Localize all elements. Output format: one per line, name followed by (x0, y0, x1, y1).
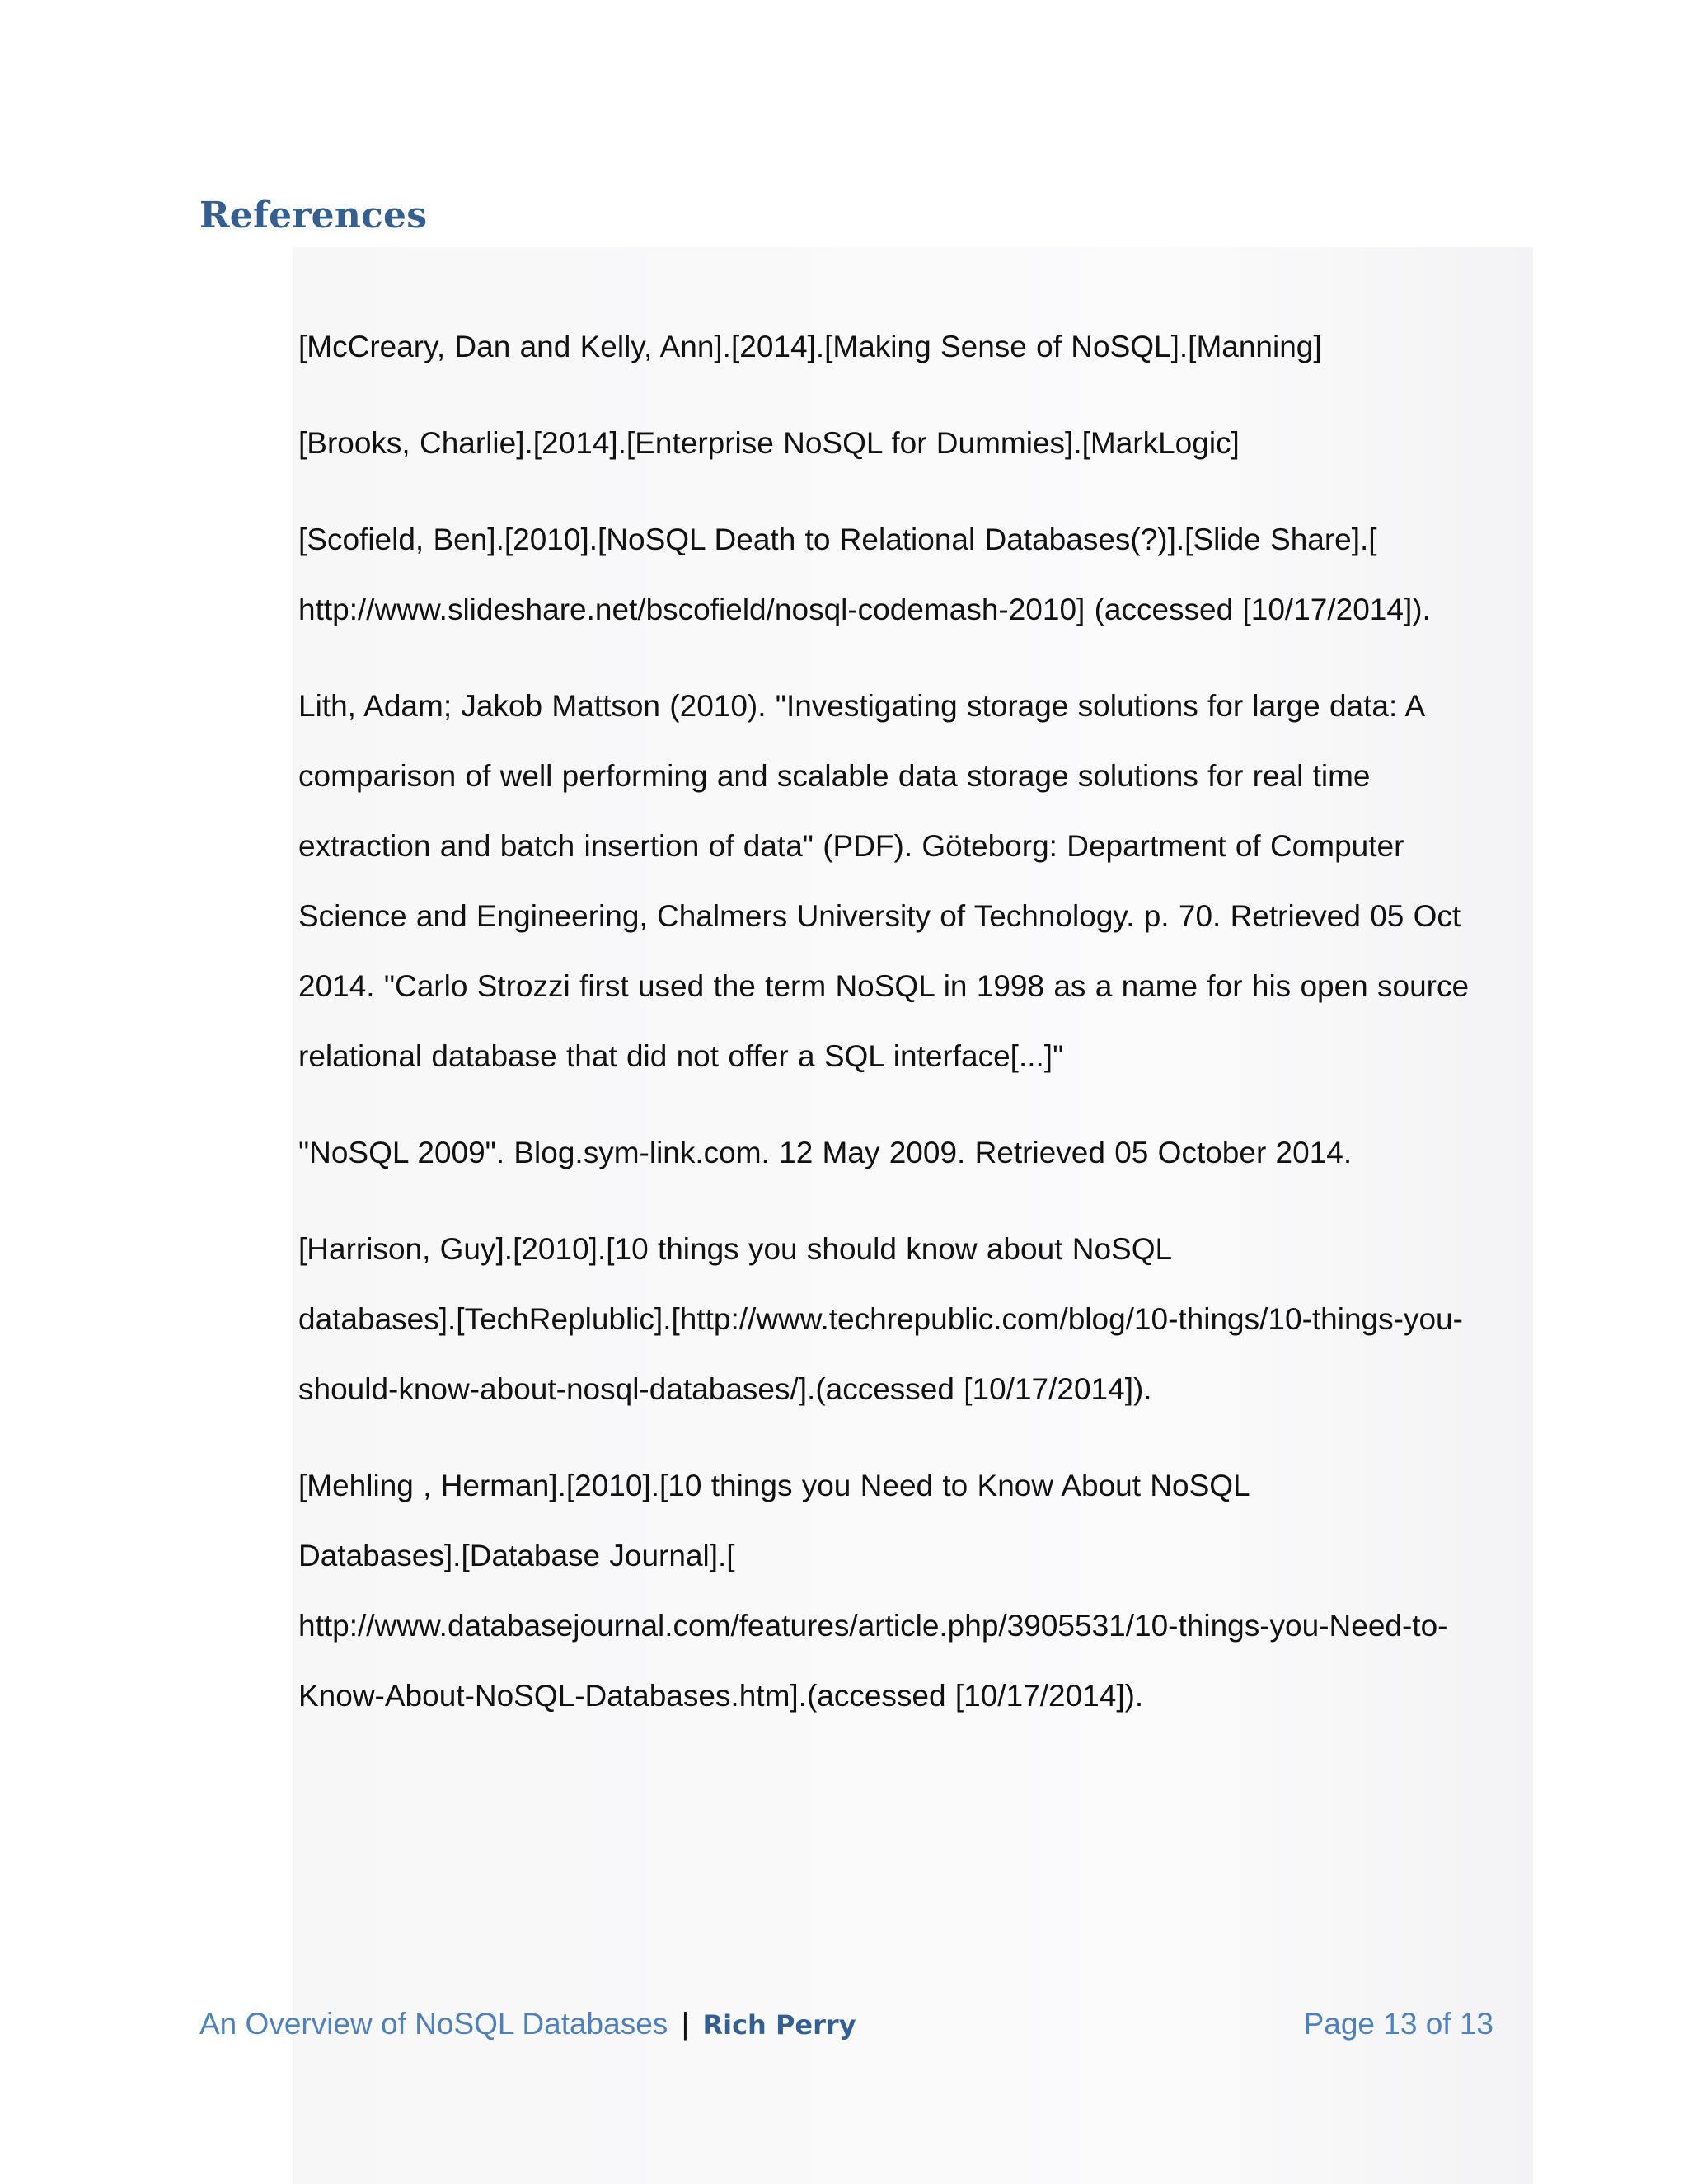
reference-line: should-know-about-nosql-databases/].(accessed [10/17/2014]). (298, 1372, 1152, 1406)
footer-author: Rich Perry (702, 2009, 856, 2041)
reference-line: 2014. "Carlo Strozzi first used the term NoSQL in 1998 as a name for his open source (298, 969, 1470, 1003)
footer-page-number: Page 13 of 13 (1303, 2007, 1493, 2041)
reference-line: [McCreary, Dan and Kelly, Ann].[2014].[Making Sense of NoSQL].[Manning] (298, 330, 1322, 363)
reference-line: comparison of well performing and scalable data storage solutions for real time (298, 759, 1371, 793)
reference-entry (298, 312, 1469, 382)
reference-entry (298, 1451, 1469, 1731)
reference-line: http://www.databasejournal.com/features/article.php/3905531/10-things-you-Need-to- (298, 1609, 1448, 1643)
reference-entry (298, 671, 1469, 1091)
reference-line: [Brooks, Charlie].[2014].[Enterprise NoSQL for Dummies].[MarkLogic] (298, 426, 1240, 460)
reference-line: "NoSQL 2009". Blog.sym-link.com. 12 May 2009. Retrieved 05 October 2014. (298, 1136, 1353, 1169)
reference-line: [Harrison, Guy].[2010].[10 things you should know about NoSQL (298, 1232, 1173, 1266)
footer-separator: | (681, 2007, 690, 2041)
footer-document-title: An Overview of NoSQL Databases (199, 2007, 668, 2041)
reference-line: Lith, Adam; Jakob Mattson (2010). "Investigating storage solutions for large data: A (298, 689, 1426, 723)
reference-entry (298, 1214, 1469, 1424)
reference-list (298, 312, 1469, 1757)
reference-entry (298, 1118, 1469, 1188)
reference-line: Science and Engineering, Chalmers University of Technology. p. 70. Retrieved 05 Oct (298, 899, 1461, 933)
page-footer (199, 2007, 1493, 2056)
reference-line: [Mehling , Herman].[2010].[10 things you Need to Know About NoSQL (298, 1469, 1250, 1502)
reference-line: Databases].[Database Journal].[ (298, 1539, 735, 1572)
reference-line: relational database that did not offer a SQL interface[...]" (298, 1039, 1064, 1073)
reference-entry (298, 504, 1469, 644)
reference-line: [Scofield, Ben].[2010].[NoSQL Death to Relational Databases(?)].[Slide Share].[ (298, 523, 1377, 556)
footer-left (199, 2007, 856, 2041)
reference-line: Know-About-NoSQL-Databases.htm].(accessed [10/17/2014]). (298, 1679, 1144, 1713)
reference-entry (298, 408, 1469, 478)
references-heading: References (199, 194, 428, 237)
reference-line: extraction and batch insertion of data" (PDF). Göteborg: Department of Computer (298, 829, 1404, 863)
reference-line: databases].[TechReplublic].[http://www.techrepublic.com/blog/10-things/10-things-you- (298, 1302, 1463, 1336)
reference-line: http://www.slideshare.net/bscofield/nosql-codemash-2010] (accessed [10/17/2014]). (298, 593, 1431, 626)
